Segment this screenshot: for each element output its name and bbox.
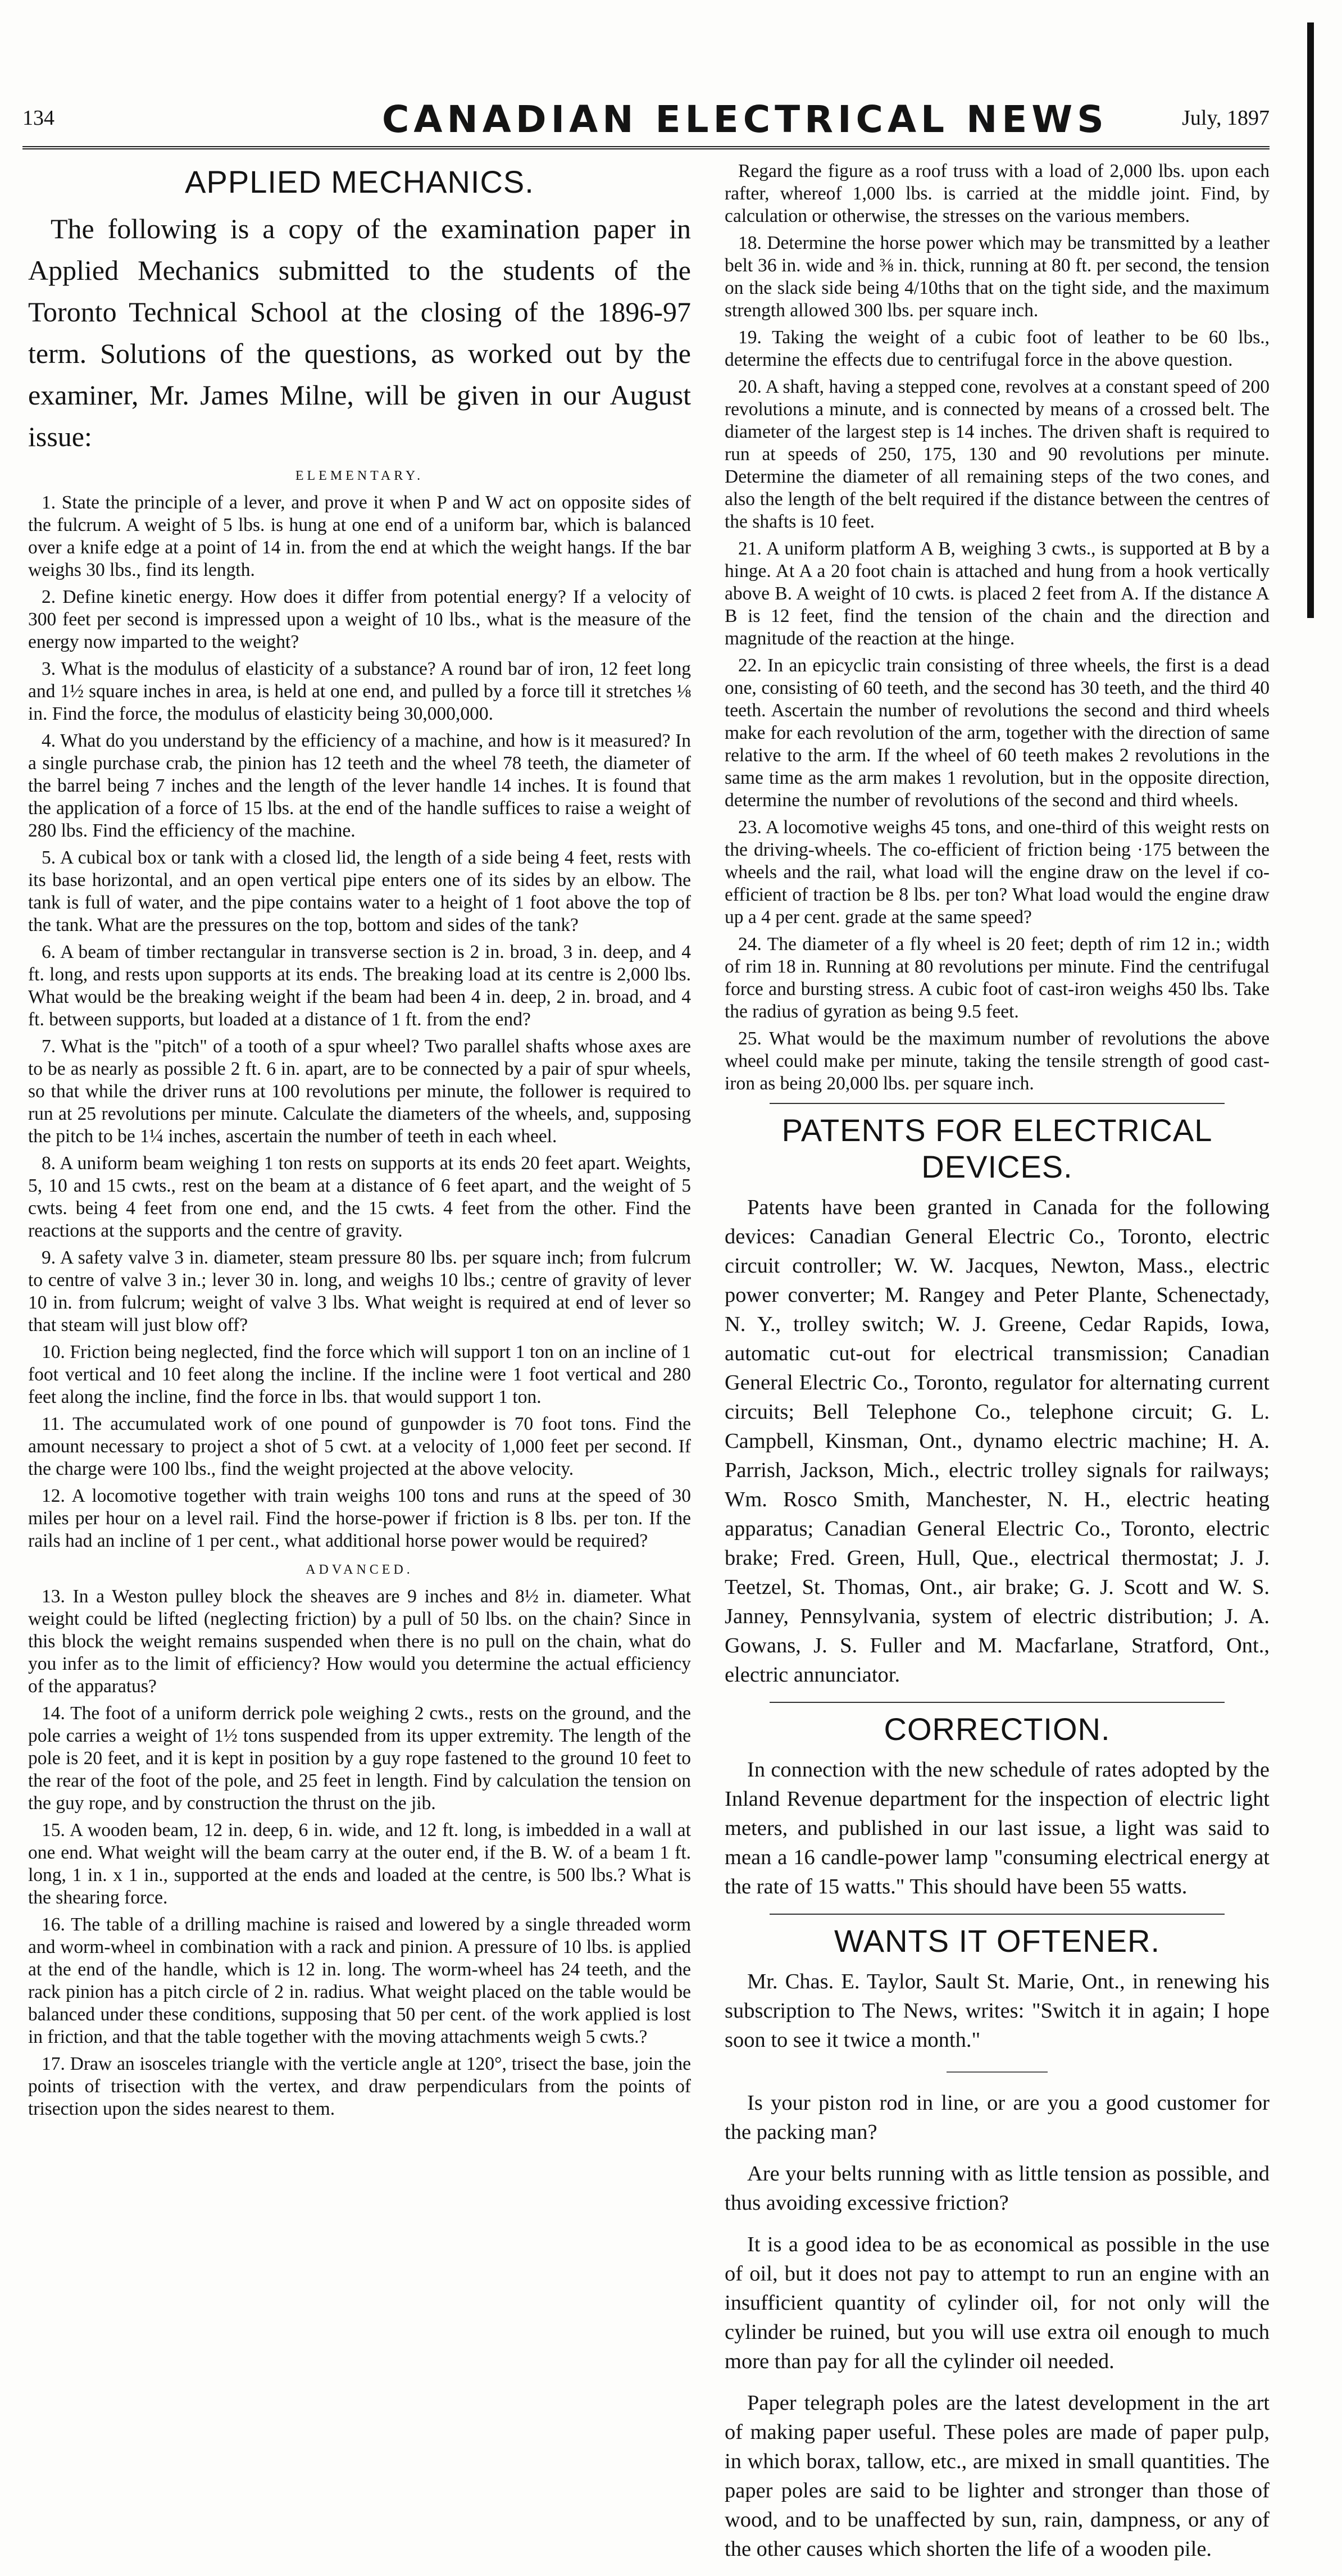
miscellany bbox=[725, 2088, 1270, 2564]
question: 3. What is the modulus of elasticity of a substance? A round bar of iron, 12 feet long and 1½ square inches in area, is held at one end, and pulled by a force till it stretches ⅛ in. Find the force, the modulus of elasticity being 30,000,000. bbox=[28, 658, 691, 724]
question: 9. A safety valve 3 in. diameter, steam pressure 80 lbs. per square inch; from fulcrum to centre of valve 3 in.; lever 30 in. long, and weighs 10 lbs.; centre of gravity of lever 10 in. from fulcrum; weight of valve 3 lbs. What weight is required at end of lever so that steam will just blow off? bbox=[28, 1247, 691, 1335]
section-divider bbox=[770, 1103, 1225, 1104]
left-column bbox=[28, 160, 691, 2125]
section-divider bbox=[770, 1702, 1225, 1703]
question: 25. What would be the maximum number of revolutions the above wheel could make per minute, taking the tensile strength of good cast-iron as being 20,000 lbs. per square inch. bbox=[725, 1028, 1270, 1094]
question: 12. A locomotive together with train weighs 100 tons and runs at the speed of 30 miles per hour on a level rail. Find the horse-power if friction is 8 lbs. per ton. If the rails had an incline of 1 per cent., what additional horse power would be required? bbox=[28, 1485, 691, 1551]
question: 18. Determine the horse power which may be transmitted by a leather belt 36 in. wide and ⅜ in. thick, running at 80 ft. per second, the tension on the slack side being 4/10ths that on the tight side, and the maximum strength allowed 300 lbs. per square inch. bbox=[725, 233, 1270, 321]
question: 1. State the principle of a lever, and prove it when P and W act on opposite sides of the fulcrum. A weight of 5 lbs. is hung at one end of a uniform bar, which is balanced over a knife edge at a point of 14 in. from the end at which the weight hangs. If the bar weighs 30 lbs., find its length. bbox=[28, 492, 691, 580]
question: 24. The diameter of a fly wheel is 20 feet; depth of rim 12 in.; width of rim 18 in. Running at 80 revolutions per minute. Find the centrifugal force and bursting stress. A cubic foot of cast-iron weighs 450 lbs. Take the radius of gyration as being 9.5 feet. bbox=[725, 934, 1270, 1022]
misc-paragraph: Are your belts running with as little tension as possible, and thus avoiding excessive friction? bbox=[725, 2162, 1270, 2215]
misc-paragraph: Is your piston rod in line, or are you a good customer for the packing man? bbox=[725, 2091, 1270, 2144]
patents-body: Patents have been granted in Canada for the following devices: Canadian General Electric Co., Toronto, electric circuit controller; W. W. Jacques, Newton, Mass., electric power converter; M. Rangey and Peter Plante, Schenectady, N. Y., trolley switch; W. J. Greene, Cedar Rapids, Iowa, automatic cut-out for electrical transmission; Canadian General Electric Co., Toronto, regulator for alternating current circuits; Bell Telephone Co., telephone circuit; G. L. Campbell, Kinsman, Ont., dynamo electric machine; H. A. Parrish, Jackson, Mich., electric trolley signals for railways; Wm. Rosco Smith, Manchester, N. H., electric heating apparatus; Canadian General Electric Co., Toronto, electric brake; Fred. Green, Hull, Que., electrical thermostat; J. J. Teetzel, St. Thomas, Ont., air brake; G. J. Scott and W. S. Janney, Pennsylvania, system of electric distribution; J. A. Gowans, J. S. Fuller and M. Macfarlane, Stratford, Ont., electric annunciator. bbox=[725, 1196, 1270, 1687]
question: 2. Define kinetic energy. How does it differ from potential energy? If a velocity of 300 feet per second is impressed upon a weight of 10 lbs., what is the measure of the energy now imparted to the weight? bbox=[28, 587, 691, 652]
question: 5. A cubical box or tank with a closed lid, the length of a side being 4 feet, rests with its base horizontal, and an open vertical pipe enters one of its sides by an elbow. The tank is full of water, and the pipe contains water to a height of 1 foot above the top of the tank. What are the pressures on the top, bottom and sides of the tank? bbox=[28, 847, 691, 935]
wants-it-oftener-body: Mr. Chas. E. Taylor, Sault St. Marie, Ont., in renewing his subscription to The News, writes: "Switch it in again; I hope soon to see it twice a month." bbox=[725, 1970, 1270, 2052]
page-header bbox=[22, 96, 1270, 149]
question: 4. What do you understand by the efficiency of a machine, and how is it measured? In a single purchase crab, the pinion has 12 teeth and the wheel 78 teeth, the diameter of the barrel being 7 inches and the length of the lever handle 14 inches. It is found that the application of a force of 15 lbs. at the end of the handle suffices to raise a weight of 280 lbs. Find the efficiency of the machine. bbox=[28, 730, 691, 841]
article-heading-correction: CORRECTION. bbox=[884, 1711, 1111, 1747]
question: 19. Taking the weight of a cubic foot of leather to be 60 lbs., determine the effects due to centrifugal force in the above question. bbox=[725, 327, 1270, 370]
question: 16. The table of a drilling machine is raised and lowered by a single threaded worm and worm-wheel in combination with a rack and pinion. A pressure of 10 lbs. is applied at the end of the handle, which is 12 in. long. The worm-wheel has 24 teeth, and the rack pinion has a pitch circle of 2 in. radius. What weight placed on the table would be balanced under these conditions, supposing that 50 per cent. of the work applied is lost in friction, and that the table together with the moving attachments weigh 5 cwts.? bbox=[28, 1914, 691, 2047]
article-heading-patents: PATENTS FOR ELECTRICAL DEVICES. bbox=[781, 1112, 1213, 1184]
question: 14. The foot of a uniform derrick pole weighing 2 cwts., rests on the ground, and the pole carries a weight of 1½ tons suspended from its upper extremity. The length of the pole is 20 feet, and it is kept in position by a guy rope fastened to the ground 10 feet to the rear of the foot of the pole, and 25 feet in length. Find by calculation the tension on the guy rope, and by construction the thrust on the jib. bbox=[28, 1703, 691, 1814]
section-divider bbox=[770, 1914, 1225, 1915]
elementary-questions bbox=[28, 492, 691, 1552]
page-number: 134 bbox=[22, 106, 54, 130]
article-heading-wants-it-oftener: WANTS IT OFTENER. bbox=[834, 1923, 1161, 1959]
short-divider bbox=[947, 2071, 1048, 2073]
question: 13. In a Weston pulley block the sheaves are 9 inches and 8½ in. diameter. What weight could be lifted (neglecting friction) by a pull of 50 lbs. on the chain? Since in this block the weight remains suspended when there is no pull on the chain, what do you infer as to the limit of efficiency? How would you determine the actual efficiency of the apparatus? bbox=[28, 1586, 691, 1697]
question: 10. Friction being neglected, find the force which will support 1 ton on an incline of 1 foot vertical and 10 feet along the incline. If the incline were 1 foot vertical and 280 feet along the incline, find the force in lbs. that would support 1 ton. bbox=[28, 1342, 691, 1407]
misc-paragraph: Paper telegraph poles are the latest development in the art of making paper useful. These poles are made of paper pulp, in which borax, tallow, etc., are mixed in small quantities. The paper poles are said to be lighter and stronger than those of wood, and to be unaffected by sun, rain, dampness, or any of the other causes which shorten the life of a wooden pile. bbox=[725, 2391, 1270, 2561]
issue-date: July, 1897 bbox=[1182, 106, 1270, 130]
advanced-questions bbox=[28, 1585, 691, 2120]
question: 20. A shaft, having a stepped cone, revolves at a constant speed of 200 revolutions a minute, and is connected by means of a crossed belt. The diameter of the largest step is 14 inches. The driven shaft is required to run at speeds of 250, 175, 130 and 90 revolutions per minute. Determine the diameter of all remaining steps of the two cones, and also the length of the belt required if the distance between the centres of the shafts is 10 feet. bbox=[725, 376, 1270, 532]
question: 8. A uniform beam weighing 1 ton rests on supports at its ends 20 feet apart. Weights, 5, 10 and 15 cwts., rest on the beam at a distance of 6 feet apart, and the weight of 5 cwts. being 4 feet from one end, and the 15 cwts. 4 feet from the other. Find the reactions at the supports and the centre of gravity. bbox=[28, 1153, 691, 1241]
right-column bbox=[725, 160, 1270, 2576]
article-heading-applied-mechanics: APPLIED MECHANICS. bbox=[185, 164, 534, 199]
question: 21. A uniform platform A B, weighing 3 cwts., is supported at B by a hinge. At A a 20 foot chain is attached and hung from a hook vertically above B. A weight of 10 cwts. is placed 2 feet from A. If the distance A B is 12 feet, find the tension of the chain and the direction and magnitude of the reaction at the hinge. bbox=[725, 538, 1270, 649]
question: 23. A locomotive weighs 45 tons, and one-third of this weight rests on the driving-wheels. The co-efficient of friction being ·175 between the wheels and the rail, what load will the engine draw on the level if co-efficient of traction be 8 lbs. per ton? What load would the engine draw up a 4 per cent. grade at the same speed? bbox=[725, 817, 1270, 928]
misc-paragraph: It is a good idea to be as economical as possible in the use of oil, but it does not pay to attempt to run an engine with an insufficient quantity of cylinder oil, for not only will the cylinder be ruined, but you will use extra oil enough to much more than pay for all the cylinder oil needed. bbox=[725, 2233, 1270, 2373]
section-heading-advanced: ADVANCED. bbox=[306, 1562, 413, 1577]
publication-title: CANADIAN ELECTRICAL NEWS bbox=[382, 98, 1108, 141]
question-continuation: Regard the figure as a roof truss with a load of 2,000 lbs. upon each rafter, whereof 1,000 lbs. is carried at the middle joint. Find, by calculation or otherwise, the stresses on the various members. bbox=[725, 161, 1270, 226]
correction-body: In connection with the new schedule of rates adopted by the Inland Revenue department for the inspection of electric light meters, and published in our last issue, a light was said to mean a 16 candle-power lamp "consuming electrical energy at the rate of 15 watts." This should have been 55 watts. bbox=[725, 1758, 1270, 1898]
article-intro: The following is a copy of the examination paper in Applied Mechanics submitted to the students of the Toronto Technical School at the closing of the 1896-97 term. Solutions of the questions, as worked out by the examiner, Mr. James Milne, will be given in our August issue: bbox=[28, 213, 691, 452]
question: 6. A beam of timber rectangular in transverse section is 2 in. broad, 3 in. deep, and 4 ft. long, and rests upon supports at its ends. The breaking load at its centre is 2,000 lbs. What would be the breaking weight if the beam had been 4 in. deep, 2 in. broad, and 4 ft. between supports, but loaded at a distance of 1 ft. from the end? bbox=[28, 942, 691, 1030]
question: 22. In an epicyclic train consisting of three wheels, the first is a dead one, consisting of 60 teeth, and the second has 30 teeth, and the third 40 teeth. Ascertain the number of revolutions the second and third wheels make for each revolution of the arm, together with the direction of same relative to the arm. If the wheel of 60 teeth makes 2 revolutions in the same time as the arm makes 1 revolution, but in the opposite direction, determine the number of revolutions of the second and third wheels. bbox=[725, 655, 1270, 811]
question: 17. Draw an isosceles triangle with the verticle angle at 120°, trisect the base, join the points of trisection with the vertex, and draw perpendiculars from the points of trisection upon the sides nearest to them. bbox=[28, 2053, 691, 2119]
margin-rule bbox=[1307, 22, 1314, 618]
continued-questions bbox=[725, 160, 1270, 1095]
question: 15. A wooden beam, 12 in. deep, 6 in. wide, and 12 ft. long, is imbedded in a wall at one end. What weight will the beam carry at the outer end, if the B. W. of a beam 1 ft. long, 1 in. x 1 in., supported at the ends and loaded at the centre, is 500 lbs.? What is the shearing force. bbox=[28, 1820, 691, 1908]
question: 11. The accumulated work of one pound of gunpowder is 70 foot tons. Find the amount necessary to project a shot of 5 cwt. at a velocity of 1,000 feet per second. If the charge were 100 lbs., find the weight projected at the above velocity. bbox=[28, 1414, 691, 1479]
section-heading-elementary: ELEMENTARY. bbox=[295, 469, 424, 483]
question: 7. What is the "pitch" of a tooth of a spur wheel? Two parallel shafts whose axes are to be as nearly as possible 2 ft. 6 in. apart, are to be connected by a pair of spur wheels, so that while the driver runs at 100 revolutions per minute, the follower is required to run at 25 revolutions per minute. Calculate the diameters of the wheels, and, supposing the pitch to be 1¼ inches, ascertain the number of teeth in each wheel. bbox=[28, 1036, 691, 1147]
